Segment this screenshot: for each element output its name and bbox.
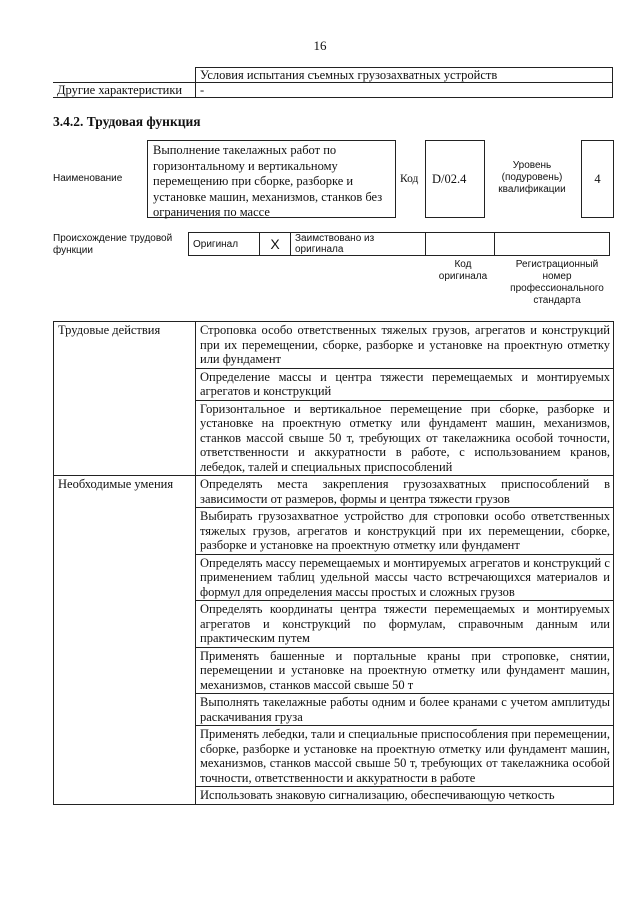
borrowed-label: Заимствовано из оригинала: [291, 233, 426, 256]
origin-label: Происхождение трудовой функции: [53, 233, 173, 256]
skill-item: Выбирать грузозахватное устройство для строповки особо ответственных тяжелых грузов, агрегатов и конструкций при их перемещении, сборке, разборке и установке на проектную отметку или фундамент: [196, 508, 614, 555]
section-heading: 3.4.2. Трудовая функция: [53, 114, 201, 129]
registration-number-label: Регистрационный номер профессионального стандарта: [510, 259, 604, 306]
characteristics-table: [53, 67, 613, 98]
labor-action-item: Определение массы и центра тяжести перемещаемых и монтируемых агрегатов и конструкций: [196, 368, 614, 400]
skill-item: Определять координаты центра тяжести перемещаемых и монтируемых агрегатов и конструкций по формулам, справочным данным или практическим путем: [196, 601, 614, 648]
table-row: [53, 68, 613, 83]
code-original-cell: [426, 233, 495, 256]
row-value: -: [196, 83, 613, 98]
page-number: 16: [313, 38, 327, 53]
labor-action-item: Горизонтальное и вертикальное перемещение при сборке, разборке и установке на проектную отметку или фундамент машин, механизмов, станков массой свыше 50 т, требующих от такелажника особой точности, ответственности и аккуратности в работе, с использованием кранов, лебедок, талей и специальных приспособлений: [196, 400, 614, 476]
skill-item: Определять места закрепления грузозахватных приспособлений в зависимости от размеров, формы и центра тяжести грузов: [196, 476, 614, 508]
row-label: [53, 68, 196, 83]
labor-actions-label: Трудовые действия: [54, 322, 196, 476]
skill-item: Выполнять такелажные работы одним и более кранами с учетом амплитуды раскачивания груза: [196, 694, 614, 726]
row-label: Другие характеристики: [53, 83, 196, 98]
table-row: [54, 476, 614, 508]
code-original-label: Код оригинала: [438, 259, 488, 282]
table-row: [53, 83, 613, 98]
function-code: D/02.4: [425, 140, 485, 218]
skill-item: Применять башенные и портальные краны при строповке, снятии, перемещении и установке на проектную отметку или фундамент машин, механизмов, станков массой свыше 50 т: [196, 647, 614, 694]
labor-action-item: Строповка особо ответственных тяжелых грузов, агрегатов и конструкций при их перемещении, сборке, разборке и установке на проектную отметку или фундамент: [196, 322, 614, 369]
level-label: Уровень (подуровень) квалификации: [498, 160, 566, 195]
original-mark: X: [260, 233, 291, 256]
skills-label: Необходимые умения: [54, 476, 196, 805]
skill-item: Использовать знаковую сигнализацию, обеспечивающую четкость: [196, 787, 614, 805]
table-row: [54, 322, 614, 369]
row-value: Условия испытания съемных грузозахватных устройств: [196, 68, 613, 83]
name-label: Наименование: [53, 173, 123, 184]
qualification-level: 4: [581, 140, 614, 218]
function-details-table: [53, 321, 614, 805]
skill-item: Применять лебедки, тали и специальные приспособления при перемещении, сборке, разборке и установке на проектную отметку или фундамент машин, механизмов, станков массой свыше 50 т, требующих от такелажника особой точности, ответственности и аккуратности в работе: [196, 726, 614, 787]
table-row: [189, 233, 610, 256]
code-label: Код: [400, 173, 419, 185]
function-name: Выполнение такелажных работ по горизонтальному и вертикальному перемещению при сборке, разборке и установке машин, механизмов, станков без ограничения по массе: [147, 140, 396, 218]
skill-item: Определять массу перемещаемых и монтируемых агрегатов и конструкций с применением таблиц удельной массы часто встречающихся материалов и формул для определения массы простых и сложных грузов: [196, 554, 614, 601]
original-label: Оригинал: [189, 233, 260, 256]
registration-number-cell: [495, 233, 610, 256]
origin-table: [188, 232, 610, 256]
